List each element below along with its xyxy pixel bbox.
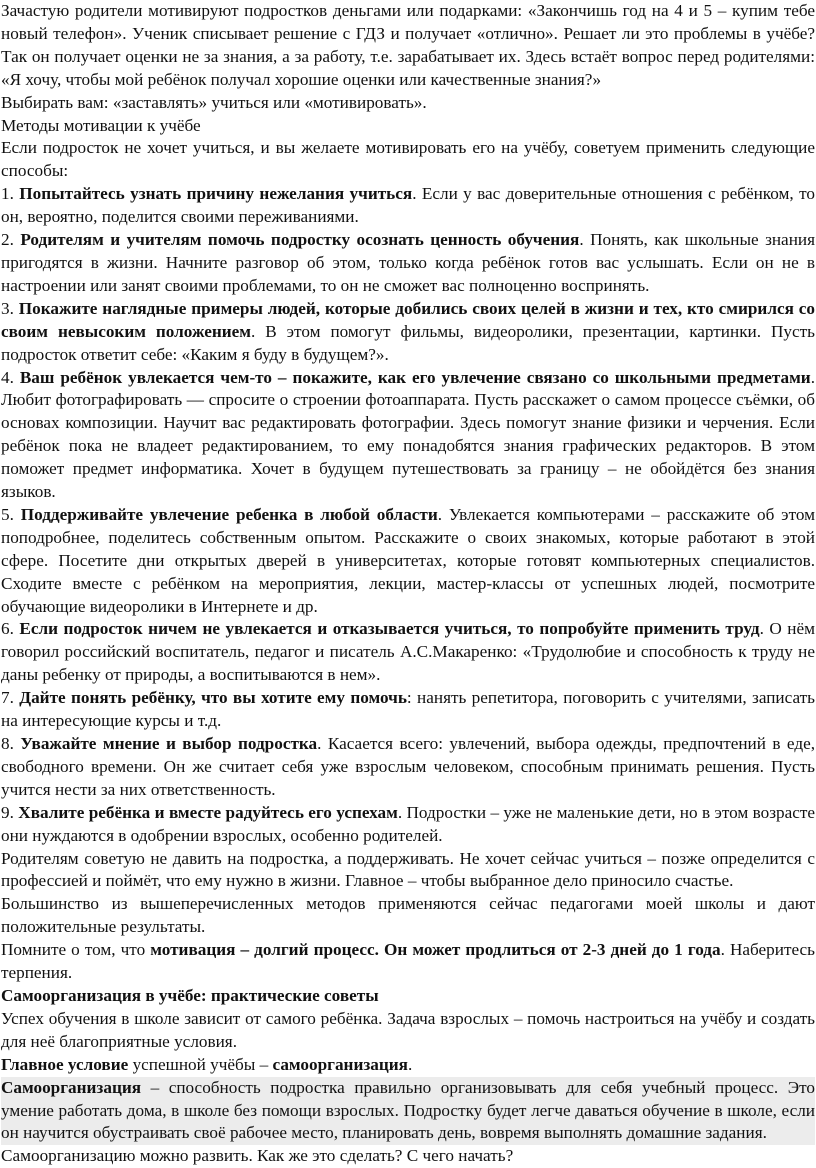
item-text: . В этом помогут фильмы, видеоролики, презентации, картинки. Пусть подросток ответит себе: «Каким я буду в будущем?». — [1, 321, 815, 364]
method-item-8 — [1, 733, 815, 802]
definition-term: Самоорганизация — [1, 1077, 142, 1097]
condition-term: самоорганизация — [272, 1054, 408, 1074]
remember-tail: . Наберитесь терпения. — [1, 940, 815, 983]
self-organization-intro: Успех обучения в школе зависит от самого ребёнка. Задача взрослых – помочь настроиться на учёбу и создать для неё благоприятные условия. — [1, 1008, 815, 1051]
method-item-7 — [1, 687, 815, 733]
item-title: Ваш ребёнок увлекается чем-то – покажите, как его увлечение связано со школьными предметами — [19, 367, 811, 387]
item-number: 3. — [1, 298, 19, 318]
item-title: Попытайтесь узнать причину нежелания учиться — [19, 184, 413, 204]
item-text: . Подростки – уже не маленькие дети, но в этом возрасте они нуждаются в одобрении взрослых, особенно родителей. — [1, 802, 816, 845]
condition-mid: успешной учёбы – — [128, 1054, 273, 1074]
item-title: Хвалите ребёнка и вместе радуйтесь его успехам — [18, 802, 398, 822]
methods-heading: Методы мотивации к учёбе — [1, 115, 201, 135]
remember-emphasis: мотивация – долгий процесс. Он может продлиться от 2-3 дней до 1 года — [150, 940, 721, 960]
methods-intro: Если подросток не хочет учиться, и вы желаете мотивировать его на учёбу, советуем применить следующие способы: — [1, 138, 815, 181]
condition-label: Главное условие — [1, 1054, 129, 1074]
item-title: Если подросток ничем не увлекается и отказывается учиться, то попробуйте применить труд — [19, 619, 760, 639]
method-item-4 — [1, 367, 815, 504]
definition-paragraph — [1, 1077, 815, 1146]
item-number: 9. — [1, 802, 19, 822]
item-title: Дайте понять ребёнку, что вы хотите ему помочь — [19, 688, 407, 708]
self-organization-heading — [1, 985, 815, 1008]
item-text: : нанять репетитора, поговорить с учителями, записать на интересующие курсы и т.д. — [1, 688, 816, 731]
item-title: Родителям и учителям помочь подростку осознать ценность обучения — [20, 230, 580, 250]
section-heading: Самоорганизация в учёбе: практические советы — [1, 985, 379, 1005]
intro-paragraph: Зачастую родители мотивируют подростков деньгами или подарками: «Закончишь год на 4 и 5 – купим тебе новый телефон». Ученик списывает решение с ГДЗ и получает «отлично». Решает ли это проблемы в учёбе? Так он получает оценки не за знания, а за работу, т.е. зарабатывает их. Здесь встаёт вопрос перед родителями: «Я хочу, чтобы мой ребёнок получал хорошие оценки или качественные знания?» — [1, 1, 815, 89]
item-text: . Увлекается компьютерами – расскажите об этом поподробнее, поделитесь собственным опытом. Расскажите о своих знакомых, которые работают в этой сфере. Посетите дни открытых дверей в университетах, которые готовят компьютерных специалистов. Сходите вместе с ребёнком на мероприятия, лекции, мастер-классы от успешных людей, посмотрите обучающие видеоролики в Интернете и др. — [1, 504, 815, 616]
definition-text: – способность подростка правильно организовывать для себя учебный процесс. Это умение работать дома, в школе без помощи взрослых. Подростку будет легче даваться обучение в школе, если он научится обустраивать своё рабочее место, планировать день, вовремя выполнять домашние задания. — [1, 1077, 815, 1143]
main-condition-paragraph — [1, 1054, 815, 1077]
advice-paragraph: Родителям советую не давить на подростка, а поддерживать. Не хочет сейчас учиться – позже определится с профессией и поймёт, что ему нужно в жизни. Главное – чтобы выбранное дело приносило счастье. — [1, 848, 815, 891]
item-title: Покажите наглядные примеры людей, которые добились своих целей в жизни и тех, кто смирился со своим невысоким положением — [1, 298, 815, 341]
item-text: . О нём говорил российский воспитатель, педагог и писатель А.С.Макаренко: «Трудолюбие и способность к труду не даны ребенку от природы, а воспитываются в нем». — [1, 619, 815, 685]
method-item-6 — [1, 618, 815, 687]
item-number: 1. — [1, 184, 20, 204]
item-text: . Касается всего: увлечений, выбора одежды, предпочтений в еде, свободного времени. Он же считает себя уже взрослым человеком, способным принимать решения. Пусть учится нести за них ответственность. — [1, 734, 816, 799]
closing-paragraph: Самоорганизацию можно развить. Как же это сделать? С чего начать? — [1, 1146, 514, 1166]
method-item-2 — [1, 229, 815, 298]
item-number: 6. — [1, 619, 20, 639]
method-item-1 — [1, 183, 815, 229]
item-number: 7. — [1, 688, 20, 708]
method-item-5 — [1, 504, 815, 619]
item-text: . Любит фотографировать — спросите о строении фотоаппарата. Пусть расскажет о самом процессе съёмки, об основах композиции. Научит вас редактировать фотографии. Здесь помогут знание физики и черчения. Если ребёнок пока не владеет редактированием, то ему понадобятся знания графических редакторов. В этом поможет предмет информатика. Хочет в будущем путешествовать за границу – не обойдётся без знания языков. — [1, 367, 816, 502]
results-paragraph: Большинство из вышеперечисленных методов применяются сейчас педагогами моей школы и дают положительные результаты. — [1, 894, 815, 937]
item-text: . Понять, как школьные знания пригодятся в жизни. Начните разговор об этом, только когда ребёнок готов вас услышать. Если он не в настроении или занят своими проблемами, то он не сможет вас полноценно воспринять. — [1, 230, 815, 295]
choice-paragraph: Выбирать вам: «заставлять» учиться или «мотивировать». — [1, 92, 427, 112]
item-title: Поддерживайте увлечение ребенка в любой области — [20, 504, 438, 524]
item-number: 2. — [1, 230, 21, 250]
item-text: . Если у вас доверительные отношения с ребёнком, то он, вероятно, поделится своими переживаниями. — [1, 184, 815, 227]
method-item-3 — [1, 298, 815, 367]
condition-end: . — [407, 1054, 413, 1074]
item-number: 5. — [1, 504, 21, 524]
item-number: 4. — [1, 367, 20, 387]
remember-lead: Помните о том, что — [1, 940, 151, 960]
item-title: Уважайте мнение и выбор подростка — [20, 734, 318, 753]
method-item-9 — [1, 802, 815, 848]
item-number: 8. — [1, 734, 21, 753]
remember-paragraph — [1, 939, 815, 985]
